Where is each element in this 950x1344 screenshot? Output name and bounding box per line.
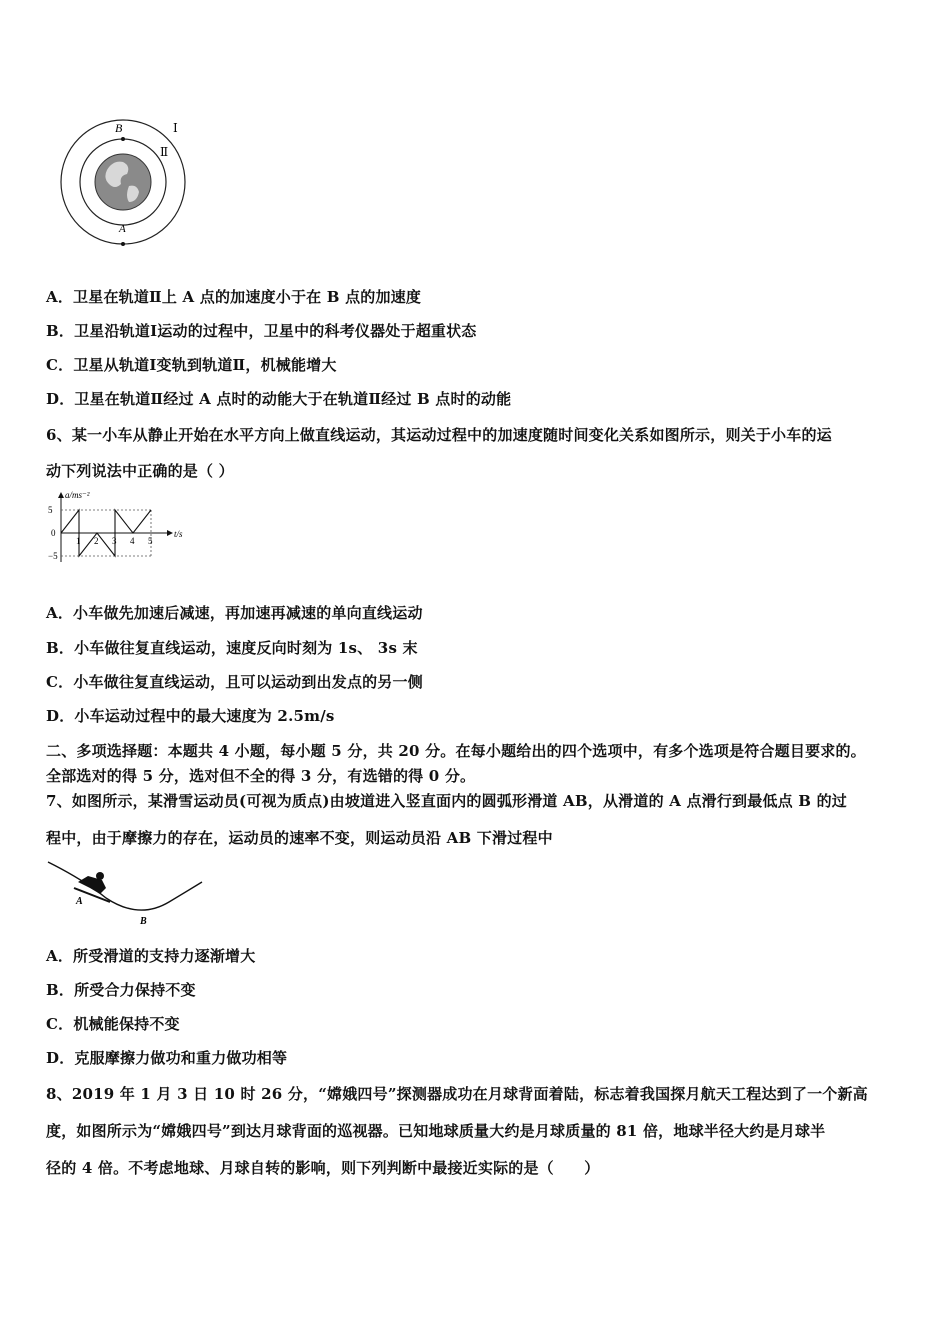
q7-option-d: D．克服摩擦力做功和重力做功相等: [46, 1049, 288, 1067]
q8-stem-line1: 8、2019 年 1 月 3 日 10 时 26 分，“嫦娥四号”探测器成功在月球背面着陆，标志着我国探月航天工程达到了一个新高: [46, 1085, 868, 1103]
chart-x-tick-label: 2: [94, 536, 99, 546]
q6-option-a: A．小车做先加速后减速，再加速再减速的单向直线运动: [46, 604, 423, 622]
chart-x-tick-label: 4: [130, 536, 135, 546]
section2-line1: 二、多项选择题：本题共 4 小题，每小题 5 分，共 20 分。在每小题给出的四个选项中，有多个选项是符合题目要求的。: [46, 742, 866, 760]
ski-track-figure: [44, 858, 209, 928]
ski-label-A: A: [76, 896, 83, 907]
q8-stem-line3: 径的 4 倍。不考虑地球、月球自转的影响，则下列判断中最接近实际的是（ ）: [46, 1159, 600, 1177]
chart-x-axis-arrow: [167, 530, 173, 536]
chart-y-tick-label: 5: [48, 505, 53, 515]
orbit-label-II: Ⅱ: [160, 145, 169, 159]
orbit-label-B: B: [115, 121, 123, 135]
ski-label-B: B: [140, 916, 147, 927]
orbit-label-I: Ⅰ: [173, 121, 178, 135]
q7-option-b: B．所受合力保持不变: [46, 981, 196, 999]
q5-option-a: A．卫星在轨道Ⅱ上 A 点的加速度小于在 B 点的加速度: [46, 288, 422, 306]
section2-line2: 全部选对的得 5 分，选对但不全的得 3 分，有选错的得 0 分。: [46, 767, 476, 785]
point-A-marker: [121, 242, 125, 246]
chart-x-label: t/s: [174, 529, 183, 539]
point-B-marker: [121, 137, 125, 141]
q5-option-c: C．卫星从轨道Ⅰ变轨到轨道Ⅱ，机械能增大: [46, 356, 337, 374]
q6-option-b: B．小车做往复直线运动，速度反向时刻为 1s、 3s 末: [46, 639, 418, 657]
chart-y-label: a/ms⁻²: [65, 490, 90, 500]
chart-origin-label: 0: [51, 528, 56, 538]
chart-y-axis-arrow: [58, 492, 64, 498]
q7-option-c: C．机械能保持不变: [46, 1015, 180, 1033]
q7-stem-line1: 7、如图所示，某滑雪运动员(可视为质点)由坡道进入竖直面内的圆弧形滑道 AB，从滑道的 A 点滑行到最低点 B 的过: [46, 792, 847, 810]
q6-stem-line2: 动下列说法中正确的是（ ）: [46, 462, 234, 480]
ski-track-arc: [48, 862, 202, 910]
orbit-figure: [55, 112, 195, 247]
chart-x-tick-label: 1: [76, 536, 81, 546]
q5-option-b: B．卫星沿轨道Ⅰ运动的过程中，卫星中的科考仪器处于超重状态: [46, 322, 477, 340]
q6-option-c: C．小车做往复直线运动，且可以运动到出发点的另一侧: [46, 673, 423, 691]
chart-y-tick-label: −5: [48, 551, 58, 561]
q5-option-d: D．卫星在轨道Ⅱ经过 A 点时的动能大于在轨道Ⅱ经过 B 点时的动能: [46, 390, 512, 408]
q8-stem-line2: 度，如图所示为“嫦娥四号”到达月球背面的巡视器。已知地球质量大约是月球质量的 81 倍，地球半径大约是月球半: [46, 1122, 826, 1140]
q7-stem-line2: 程中，由于摩擦力的存在，运动员的速率不变，则运动员沿 AB 下滑过程中: [46, 829, 553, 847]
q7-option-a: A．所受滑道的支持力逐渐增大: [46, 947, 256, 965]
q6-option-d: D．小车运动过程中的最大速度为 2.5m/s: [46, 707, 335, 725]
acceleration-time-chart: [40, 488, 190, 568]
orbit-label-A: A: [119, 223, 126, 235]
chart-x-tick-label: 3: [112, 536, 117, 546]
chart-x-tick-label: 5: [148, 536, 153, 546]
q6-stem-line1: 6、某一小车从静止开始在水平方向上做直线运动，其运动过程中的加速度随时间变化关系如图所示，则关于小车的运: [46, 426, 832, 444]
